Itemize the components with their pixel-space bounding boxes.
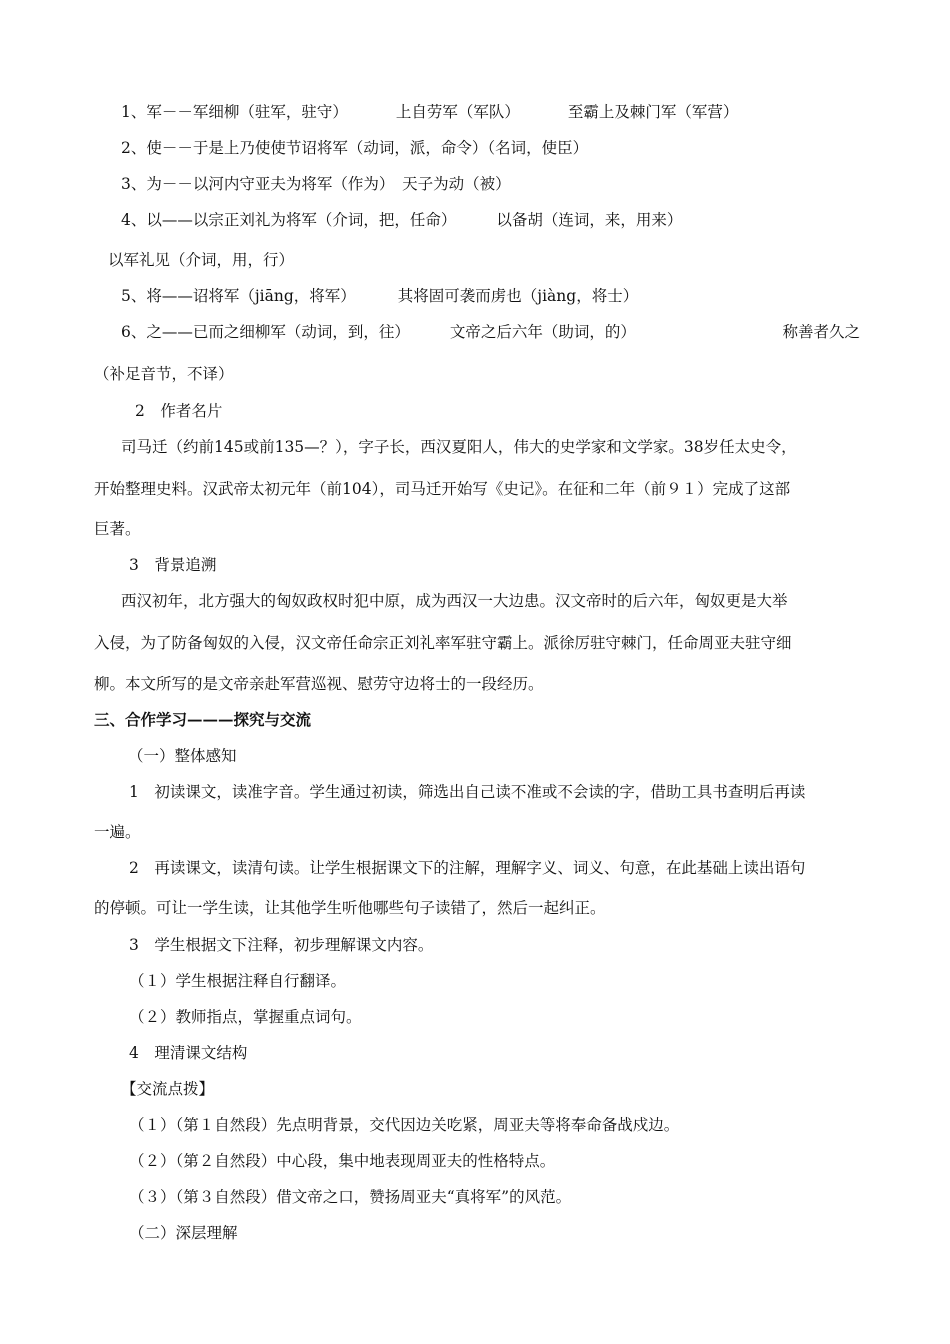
- vocab-yi-a: 4、以——以宗正刘礼为将军（介词，把，任命）: [121, 211, 457, 229]
- tip-heading: 【交流点拨】: [121, 1080, 215, 1098]
- vocab-zhi-d: （补足音节，不译）: [94, 365, 234, 383]
- vocab-jun-line: [121, 102, 738, 122]
- vocab-yi-c: 以军礼见（介词，用，行）: [108, 251, 295, 269]
- vocab-yi-line: [121, 210, 682, 230]
- step3-item1: （１）学生根据注释自行翻译。: [129, 972, 347, 990]
- vocab-zhi-b: 文帝之后六年（助词，的）: [449, 323, 636, 341]
- step2-line1: 2 再读课文，读清句读。让学生根据课文下的注解，理解字义、词义、句意，在此基础上读出语句: [129, 859, 806, 877]
- vocab-jun-c: 至霸上及棘门军（军营）: [567, 103, 739, 121]
- subsection-deep: （二）深层理解: [129, 1224, 238, 1242]
- step1-line2: 一遍。: [94, 823, 141, 841]
- vocab-shi-line: 2、使－－于是上乃使使节诏将军（动词，派，命令）（名词，使臣）: [121, 139, 589, 157]
- background-p2: 入侵，为了防备匈奴的入侵，汉文帝任命宗正刘礼率军驻守霸上。派徐厉驻守棘门，任命周亚夫驻守细: [94, 634, 792, 652]
- vocab-jun-b: 上自劳军（军队）: [395, 103, 520, 121]
- step3: 3 学生根据文下注释，初步理解课文内容。: [129, 936, 434, 954]
- vocab-yi-b: 以备胡（连词，来，用来）: [496, 211, 683, 229]
- vocab-zhi-a: 6、之——已而之细柳军（动词，到，往）: [121, 323, 410, 341]
- vocab-zhi-left: [121, 322, 636, 342]
- step2-line2: 的停顿。可让一学生读，让其他学生听他哪些句子读错了，然后一起纠正。: [94, 899, 606, 917]
- step4: 4 理清课文结构: [129, 1044, 248, 1062]
- author-p1: [121, 437, 860, 457]
- background-p1: 西汉初年，北方强大的匈奴政权时犯中原，成为西汉一大边患。汉文帝时的后六年，匈奴更是大举: [121, 592, 788, 610]
- author-p2: 开始整理史料。汉武帝太初元年（前104），司马迁开始写《史记》。在征和二年（前９１）完成了这部: [94, 480, 791, 498]
- vocab-wei-line: 3、为－－以河内守亚夫为将军（作为） 天子为动（被）: [121, 175, 511, 193]
- author-p3: 巨著。: [94, 520, 141, 538]
- subsection-overall: （一）整体感知: [128, 747, 237, 765]
- step1-line1: 1 初读课文，读准字音。学生通过初读，筛选出自己读不准或不会读的字，借助工具书查明后再读: [129, 783, 806, 801]
- author-p1-text: 司马迁（约前145或前135—？），字子长，西汉夏阳人，伟大的史学家和文学家。38岁任太史令，: [121, 438, 797, 456]
- background-p3: 柳。本文所写的是文帝亲赴军营巡视、慰劳守边将士的一段经历。: [94, 675, 544, 693]
- author-heading: 2 作者名片: [135, 402, 223, 420]
- vocab-jun-a: 1、军－－军细柳（驻军，驻守）: [121, 103, 348, 121]
- vocab-jiang-b: 其将固可袭而虏也（jiàng，将士）: [397, 287, 639, 305]
- tip-item2: （２）（第２自然段）中心段，集中地表现周亚夫的性格特点。: [129, 1152, 556, 1170]
- tip-item1: （１）（第１自然段）先点明背景，交代因边关吃紧，周亚夫等将奉命备战戍边。: [129, 1116, 680, 1134]
- section-title: 三、合作学习———探究与交流: [94, 710, 312, 729]
- tip-item3: （３）（第３自然段）借文帝之口，赞扬周亚夫“真将军”的风范。: [129, 1188, 572, 1206]
- vocab-zhi-line: [121, 322, 860, 342]
- background-heading: 3 背景追溯: [129, 556, 217, 574]
- vocab-jiang-a: 5、将——诏将军（jiāng，将军）: [121, 287, 356, 305]
- vocab-zhi-c: 称善者久之: [782, 323, 860, 341]
- step3-item2: （２）教师指点，掌握重点词句。: [129, 1008, 362, 1026]
- vocab-jiang-line: [121, 286, 638, 306]
